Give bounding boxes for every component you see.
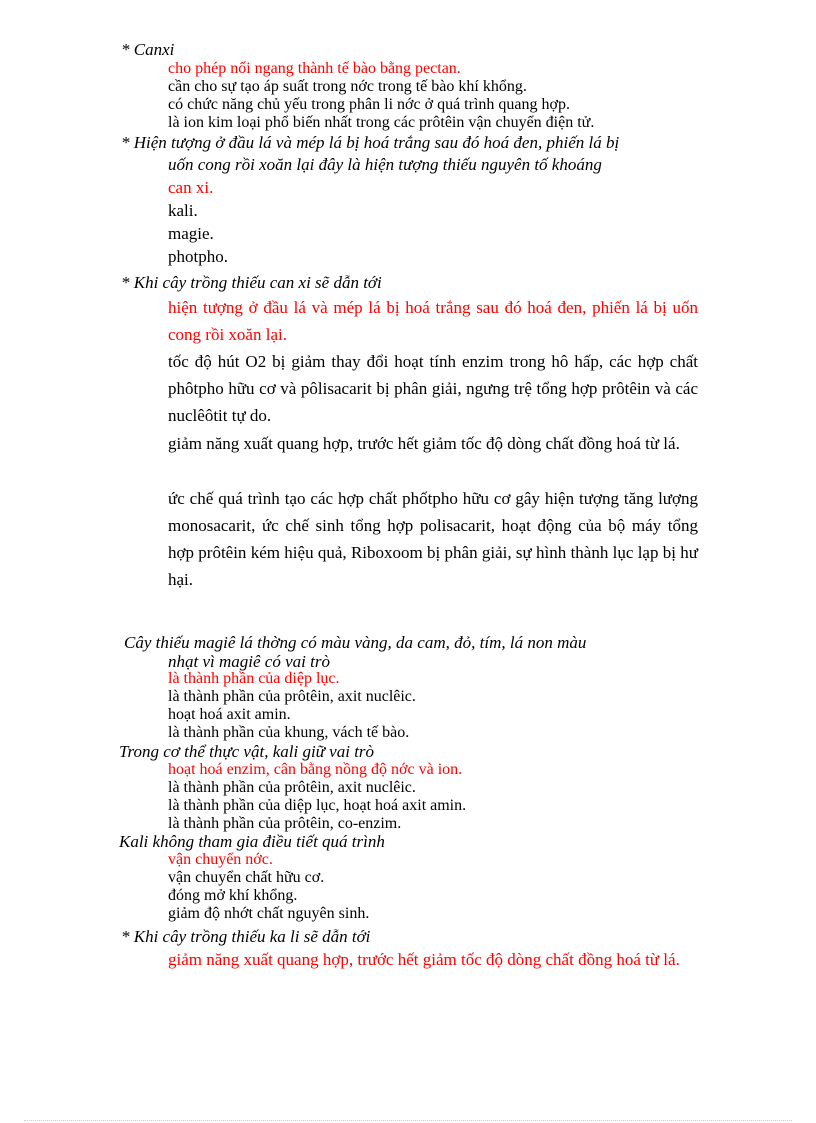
question-4-line-2: nhạt vì magiê có vai trò (168, 652, 330, 671)
option: là thành phần của prôtêin, co-enzim. (168, 815, 402, 832)
option: cần cho sự tạo áp suất trong nớc trong tế bào khí khổng. (168, 78, 527, 95)
question-2-line-2: uốn cong rồi xoăn lại đây là hiện tượng thiếu nguyên tố khoáng (168, 155, 602, 174)
question-4-line-1: Cây thiếu magiê lá thờng có màu vàng, da cam, đỏ, tím, lá non màu (124, 633, 587, 652)
answer-option: hoạt hoá enzim, cân bằng nồng độ nớc và ion. (168, 761, 463, 778)
option: vận chuyển chất hữu cơ. (168, 869, 325, 886)
option: là thành phần của prôtêin, axit nuclêic. (168, 779, 416, 796)
option: là ion kim loại phổ biến nhất trong các prôtêin vận chuyển điện tử. (168, 114, 595, 131)
question-5: Trong cơ thể thực vật, kali giữ vai trò (119, 742, 375, 761)
option: photpho. (168, 247, 228, 266)
question-2-line-1: * Hiện tượng ở đầu lá và mép lá bị hoá trắng sau đó hoá đen, phiến lá bị (121, 133, 620, 152)
option: đóng mở khí khổng. (168, 887, 298, 904)
question-7: * Khi cây trồng thiếu ka li sẽ dẫn tới (121, 927, 371, 946)
option: là thành phần của prôtêin, axit nuclêic. (168, 688, 416, 705)
option: giảm độ nhớt chất nguyên sinh. (168, 905, 370, 922)
question-1: * Canxi (121, 40, 175, 59)
answer-option: là thành phần của diệp lục. (168, 670, 340, 687)
page-bottom-rule (24, 1120, 792, 1121)
option: kali. (168, 201, 198, 220)
option: là thành phần của khung, vách tế bào. (168, 724, 410, 741)
question-3: * Khi cây trồng thiếu can xi sẽ dẫn tới (121, 273, 382, 292)
option: giảm năng xuất quang hợp, trước hết giảm tốc độ dòng chất đồng hoá từ lá. (168, 434, 680, 453)
answer-option: hiện tượng ở đầu lá và mép lá bị hoá trắng sau đó hoá đen, phiến lá bị uốn cong rồi xoăn lại. (168, 298, 698, 344)
answer-option: can xi. (168, 178, 214, 197)
answer-option: cho phép nối ngang thành tế bào bằng pectan. (168, 60, 461, 77)
answer-option: giảm năng xuất quang hợp, trước hết giảm tốc độ dòng chất đồng hoá từ lá. (168, 950, 680, 969)
option: hoạt hoá axit amin. (168, 706, 291, 723)
option: magie. (168, 224, 214, 243)
option: có chức năng chủ yếu trong phân li nớc ở quá trình quang hợp. (168, 96, 570, 113)
answer-option: vận chuyển nớc. (168, 851, 273, 868)
option: tốc độ hút O2 bị giảm thay đổi hoạt tính enzim trong hô hấp, các hợp chất phôtpho hữu cơ và pôlisacarit bị phân giải, ngưng trệ tổng hợp prôtêin và các nuclêôtit tự do. (168, 352, 698, 425)
option: ức chế quá trình tạo các hợp chất phốtpho hữu cơ gây hiện tượng tăng lượng monosacarit, ức chế sinh tổng hợp polisacarit, hoạt động của bộ máy tổng hợp prôtêin kém hiệu quả, Riboxoom bị phân giải, sự hình thành lục lạp bị hư hại. (168, 489, 698, 589)
option: là thành phần của diệp lục, hoạt hoá axit amin. (168, 797, 467, 814)
question-6: Kali không tham gia điều tiết quá trình (119, 832, 385, 851)
